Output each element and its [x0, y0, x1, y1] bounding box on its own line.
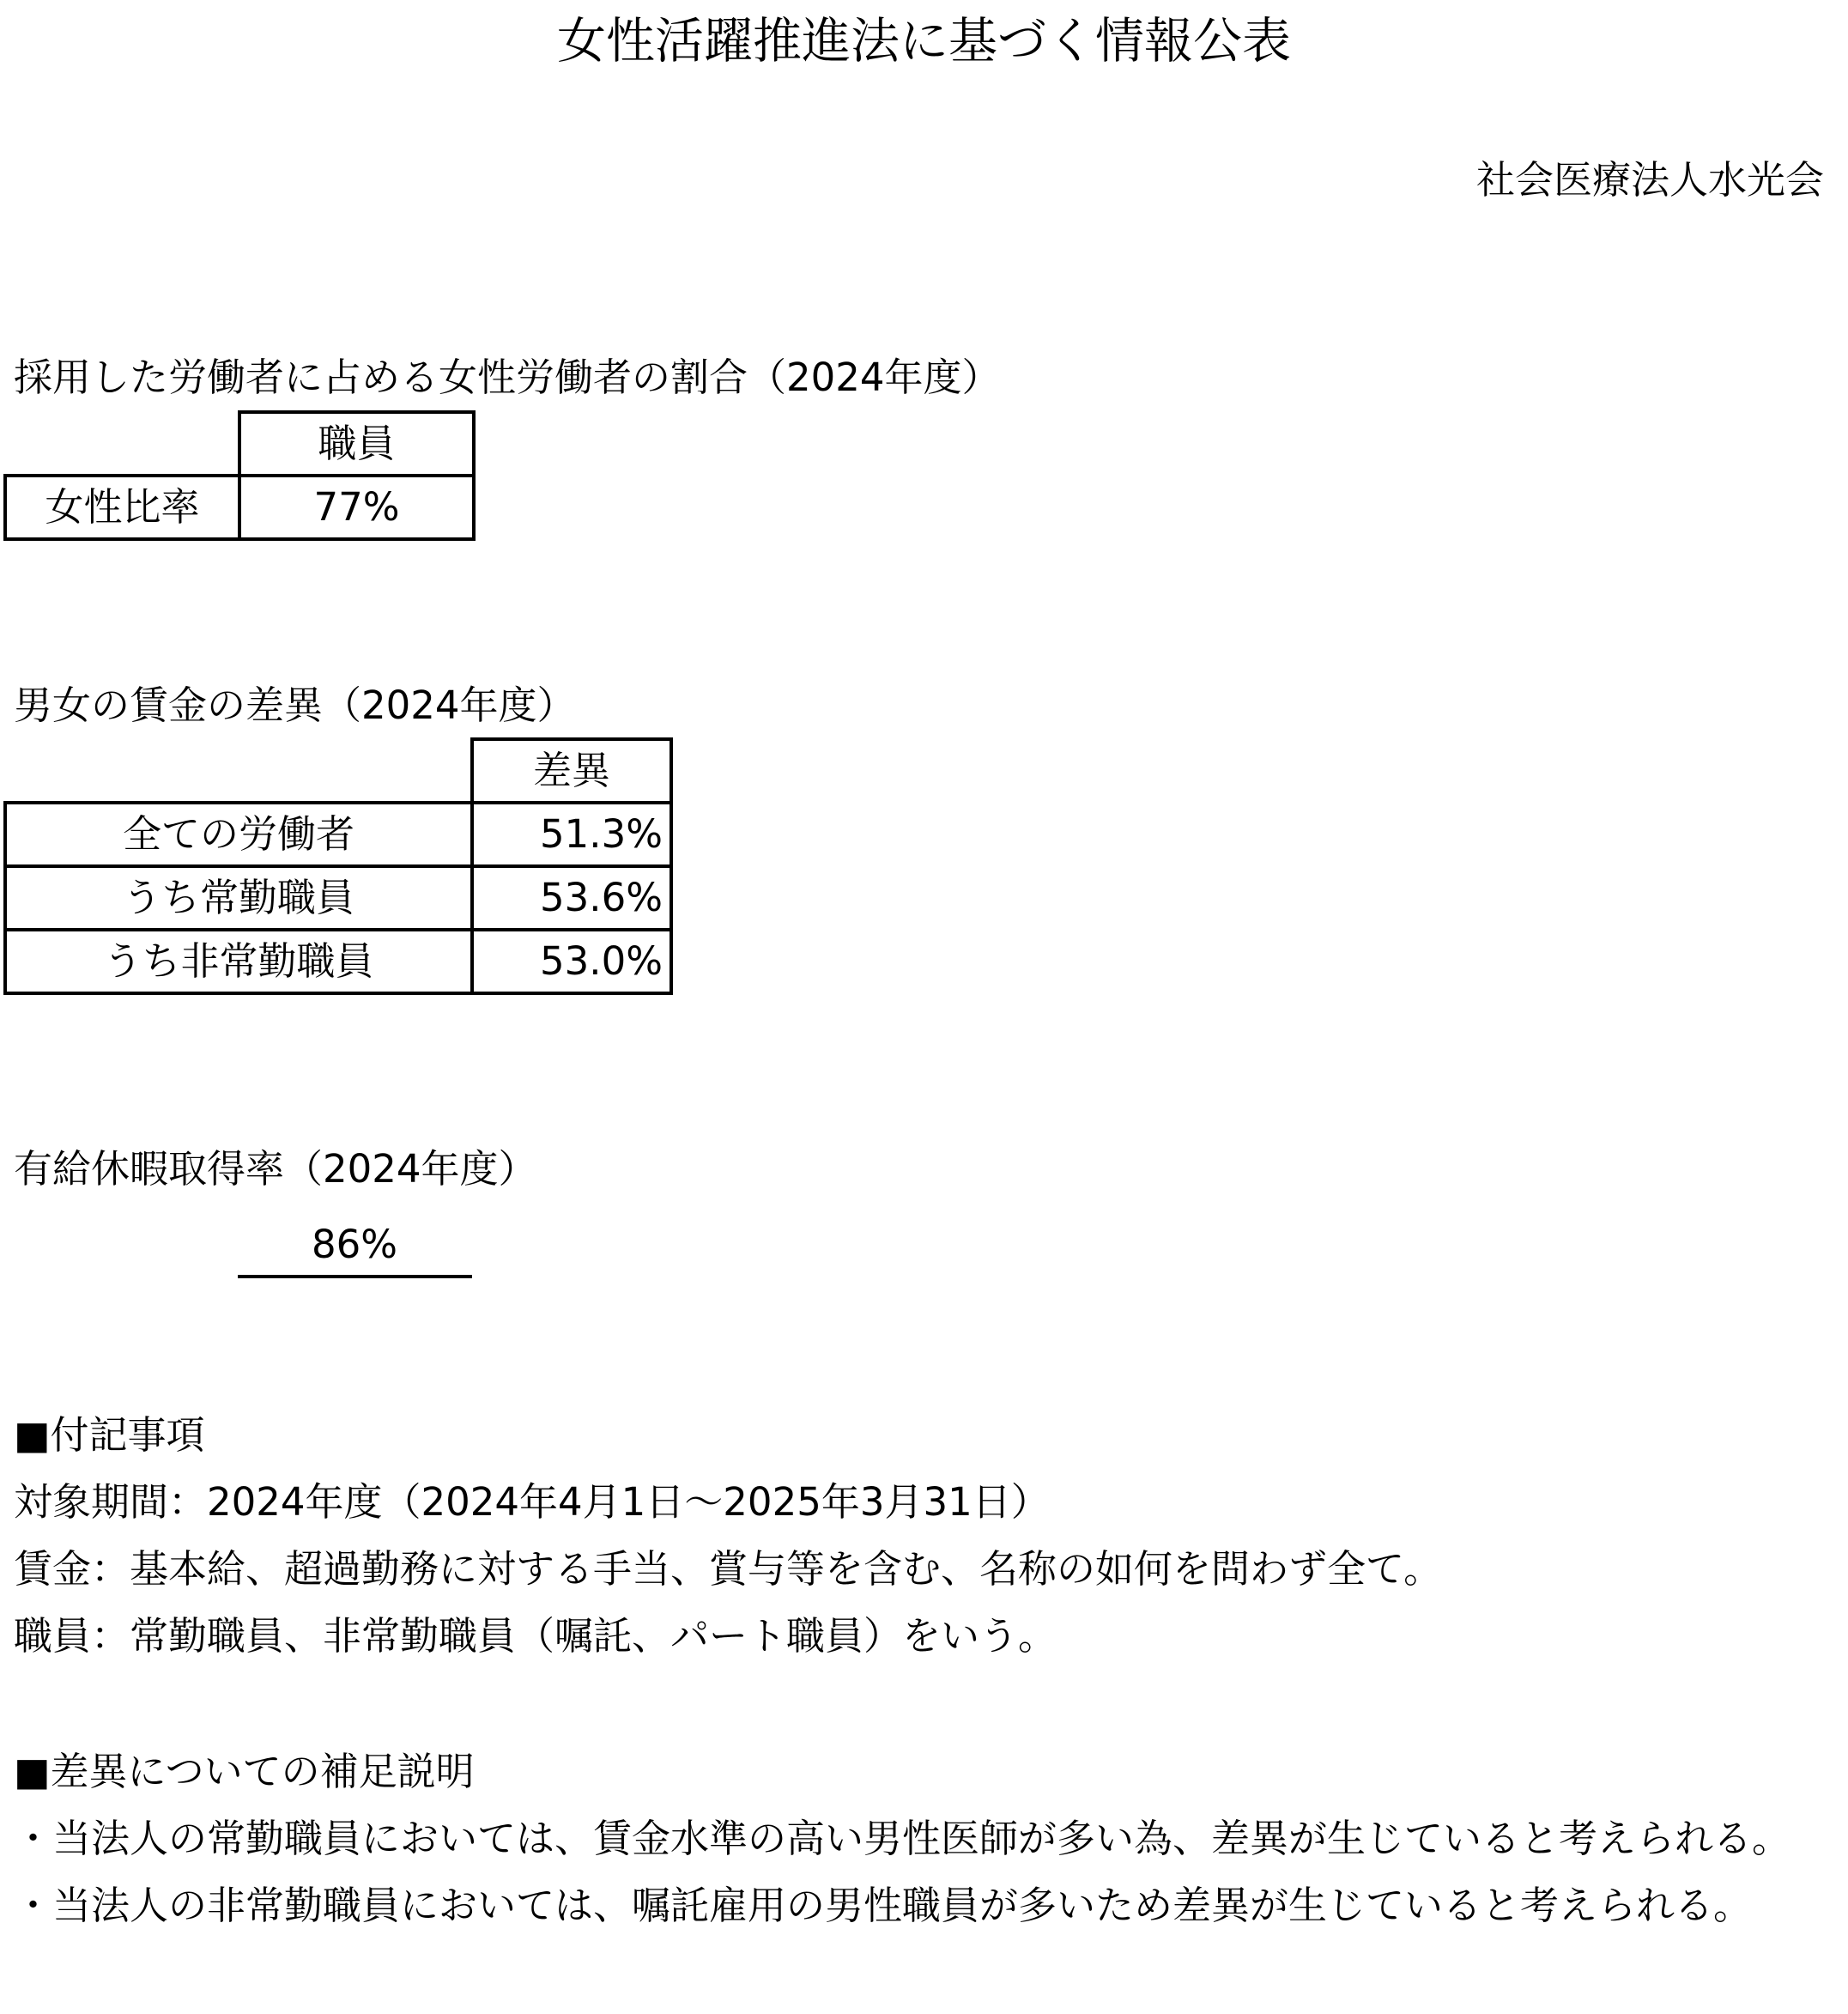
- gap-value-all-workers: 51.3%: [472, 803, 671, 866]
- square-bullet-icon: ■: [14, 1412, 51, 1458]
- paid-leave-value: 86%: [311, 1222, 398, 1267]
- row-label-all-workers: 全ての労働者: [5, 803, 472, 866]
- explanation-heading-text: 差異についての補足説明: [50, 1749, 475, 1794]
- table-row: [5, 930, 671, 993]
- column-header-staff: 職員: [239, 412, 474, 476]
- organization-name: 社会医療法人水光会: [1475, 157, 1824, 203]
- hiring-ratio-table: [3, 410, 476, 541]
- row-label-part-time: うち非常勤職員: [5, 930, 472, 993]
- table-header-row: [5, 739, 671, 803]
- note-line-period: 対象期間：2024年度（2024年4月1日～2025年3月31日）: [14, 1479, 1050, 1525]
- wage-gap-table: [3, 737, 673, 995]
- paid-leave-heading: 有給休暇取得率（2024年度）: [14, 1146, 537, 1192]
- gap-value-full-time: 53.6%: [472, 866, 671, 930]
- row-label-full-time: うち常勤職員: [5, 866, 472, 930]
- notes-heading-text: 付記事項: [50, 1412, 205, 1458]
- underline-divider: [238, 1275, 472, 1278]
- note-line-staff: 職員：常勤職員、非常勤職員（嘱託、パート職員）をいう。: [14, 1613, 1057, 1659]
- gap-value-part-time: 53.0%: [472, 930, 671, 993]
- table-row: [5, 476, 474, 539]
- row-label-female-ratio: 女性比率: [5, 476, 239, 539]
- square-bullet-icon: ■: [14, 1749, 51, 1794]
- female-ratio-value: 77%: [239, 476, 474, 539]
- table-row: [5, 803, 671, 866]
- page-title: 女性活躍推進法に基づく情報公表: [557, 13, 1291, 70]
- table-row: [5, 866, 671, 930]
- blank-cell: [5, 412, 239, 476]
- explanation-line-part-time: ・当法人の非常勤職員においては、嘱託雇用の男性職員が多いため差異が生じていると考えられる。: [14, 1883, 1753, 1928]
- wage-gap-heading: 男女の賃金の差異（2024年度）: [14, 682, 576, 728]
- blank-cell: [5, 739, 472, 803]
- table-header-row: [5, 412, 474, 476]
- explanation-heading: [14, 1744, 475, 1799]
- notes-heading: [14, 1408, 205, 1463]
- note-line-wages: 賃金：基本給、超過勤務に対する手当、賞与等を含む、名称の如何を問わず全て。: [14, 1546, 1443, 1592]
- explanation-line-full-time: ・当法人の常勤職員においては、賃金水準の高い男性医師が多い為、差異が生じていると考えられる。: [14, 1816, 1791, 1861]
- column-header-gap: 差異: [472, 739, 671, 803]
- hiring-ratio-heading: 採用した労働者に占める女性労働者の割合（2024年度）: [14, 355, 1001, 400]
